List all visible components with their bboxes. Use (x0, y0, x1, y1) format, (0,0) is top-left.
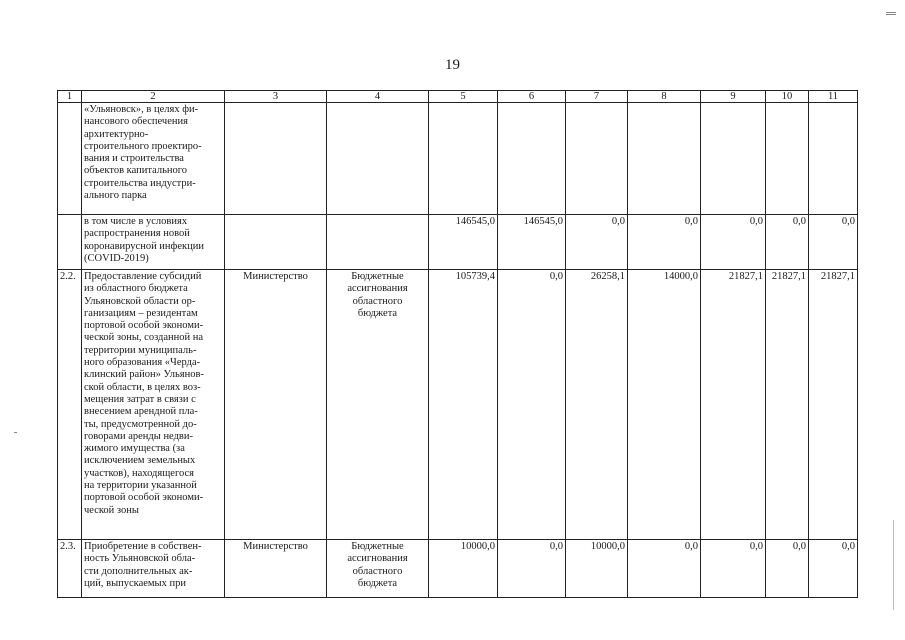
scan-mark (893, 520, 894, 610)
description-line: «Ульяновск», в целях фи- (84, 104, 199, 115)
row-number: 2.3. (58, 540, 82, 598)
row-value: 0,0 (628, 215, 701, 270)
description-line: Ульяновской области ор- (84, 295, 196, 307)
description-line: Приобретение в собствен- (84, 541, 202, 552)
description-line: сти дополнительных ак- (84, 565, 193, 577)
row-value (701, 103, 766, 215)
row-value: 0,0 (809, 215, 858, 270)
description-line: ность Ульяновской обла- (84, 553, 196, 565)
row-value: 0,0 (766, 540, 809, 598)
row-value (429, 103, 498, 215)
row-number: 2.2. (58, 270, 82, 540)
row-value: 0,0 (498, 540, 566, 598)
description-line: объектов капитального (84, 165, 188, 177)
description-line: архитектурно- (84, 128, 149, 140)
header-row (58, 91, 858, 103)
row-executor: Министерство (225, 270, 327, 540)
description-line: клинский район» Ульянов- (84, 369, 204, 381)
row-value: 21827,1 (701, 270, 766, 540)
column-header: 1 (58, 91, 82, 103)
row-value: 0,0 (701, 540, 766, 598)
funding-source-line: бюджета (357, 307, 398, 319)
description-line: коронавирусной инфекции (84, 240, 204, 252)
row-value: 21827,1 (809, 270, 858, 540)
description-line: нансового обеспечения (84, 116, 188, 128)
description-line: жимого имущества (за (84, 443, 185, 455)
description-line: территории муниципаль- (84, 344, 197, 356)
row-value: 26258,1 (566, 270, 628, 540)
table-row (58, 540, 858, 598)
description-line: портовой особой экономи- (84, 492, 204, 504)
description-line: на территории указанной (84, 480, 197, 492)
column-header: 2 (82, 91, 225, 103)
description-line: ты, предусмотренной до- (84, 418, 197, 430)
funding-source-line: ассигнования (347, 283, 408, 295)
description-line: ций, выпускаемых при (84, 577, 186, 589)
row-value: 0,0 (766, 215, 809, 270)
description-line: в том числе в условиях (84, 216, 188, 227)
funding-source-line: областного (352, 295, 403, 307)
description-line: строительного проектиро- (84, 140, 202, 152)
row-value (566, 103, 628, 215)
description-line: Предоставление субсидий (84, 271, 202, 282)
funding-source-line: Бюджетные (351, 541, 404, 552)
table-row (58, 215, 858, 270)
description-line: ганизациям – резидентам (84, 307, 198, 319)
row-value (498, 103, 566, 215)
row-value: 105739,4 (429, 270, 498, 540)
description-line: ального парка (84, 190, 147, 202)
row-description (82, 270, 225, 540)
row-funding-source (327, 215, 429, 270)
scan-mark (886, 14, 896, 15)
scan-mark (886, 12, 896, 13)
table-row (58, 103, 858, 215)
budget-table (57, 90, 858, 598)
description-line: говорами аренды недви- (84, 430, 193, 442)
row-funding-source (327, 103, 429, 215)
description-line: портовой особой экономи- (84, 320, 204, 332)
row-description (82, 540, 225, 598)
row-description (82, 215, 225, 270)
row-value: 0,0 (566, 215, 628, 270)
description-line: внесением арендной пла- (84, 406, 198, 418)
row-funding-source (327, 270, 429, 540)
table-body (58, 91, 858, 598)
column-header: 10 (766, 91, 809, 103)
description-line: (COVID-2019) (84, 252, 149, 264)
description-line: ного образования «Черда- (84, 357, 201, 369)
description-line: распространения новой (84, 228, 190, 240)
description-line: ческой зоны (84, 504, 139, 516)
row-value: 146545,0 (429, 215, 498, 270)
column-header: 3 (225, 91, 327, 103)
row-value (628, 103, 701, 215)
description-line: строительства индустри- (84, 177, 196, 189)
description-line: участков), находящегося (84, 467, 195, 479)
funding-source-line: ассигнования (347, 553, 408, 565)
funding-source-line: бюджета (357, 577, 398, 589)
table-row (58, 270, 858, 540)
column-header: 11 (809, 91, 858, 103)
row-value: 10000,0 (566, 540, 628, 598)
row-value: 14000,0 (628, 270, 701, 540)
description-line: исключением земельных (84, 455, 196, 467)
row-value: 0,0 (701, 215, 766, 270)
column-header: 5 (429, 91, 498, 103)
column-header: 8 (628, 91, 701, 103)
row-number (58, 103, 82, 215)
column-header: 6 (498, 91, 566, 103)
row-value: 10000,0 (429, 540, 498, 598)
funding-source-line: Бюджетные (351, 271, 404, 282)
row-value (766, 103, 809, 215)
row-value: 0,0 (498, 270, 566, 540)
row-executor (225, 215, 327, 270)
row-value (809, 103, 858, 215)
scan-mark (14, 432, 17, 433)
page-number: 19 (445, 57, 460, 73)
funding-source-line: областного (352, 565, 403, 577)
column-header: 7 (566, 91, 628, 103)
row-executor: Министерство (225, 540, 327, 598)
description-line: вания и строительства (84, 153, 184, 165)
description-line: из областного бюджета (84, 283, 188, 295)
column-header: 4 (327, 91, 429, 103)
row-value: 21827,1 (766, 270, 809, 540)
description-line: ческой зоны, созданной на (84, 332, 204, 344)
row-executor (225, 103, 327, 215)
row-value: 146545,0 (498, 215, 566, 270)
row-number (58, 215, 82, 270)
column-header: 9 (701, 91, 766, 103)
description-line: мещения затрат в связи с (84, 393, 196, 405)
row-funding-source (327, 540, 429, 598)
row-value: 0,0 (628, 540, 701, 598)
row-description (82, 103, 225, 215)
description-line: ской области, в целях воз- (84, 381, 201, 393)
row-value: 0,0 (809, 540, 858, 598)
